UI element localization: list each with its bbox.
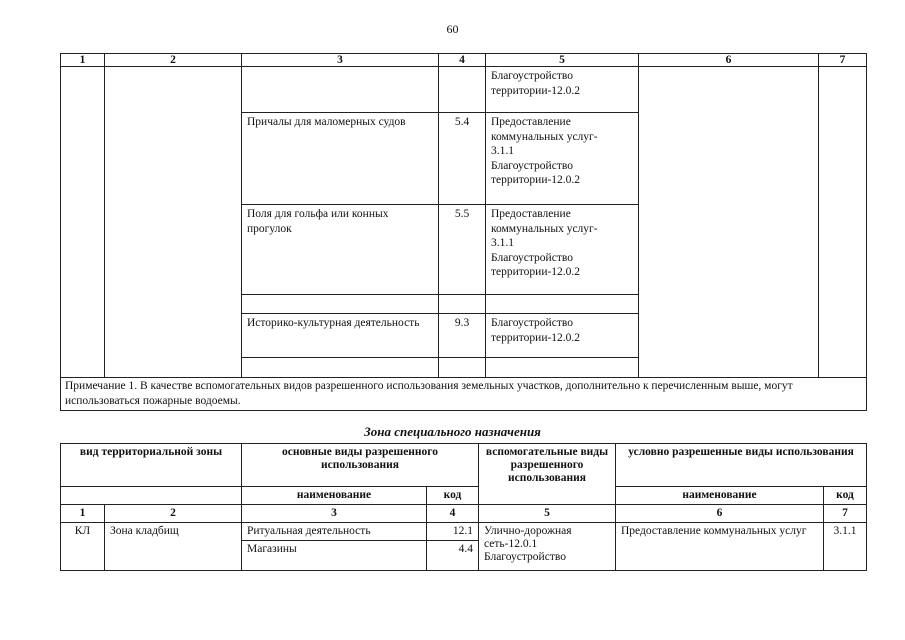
- column-number-row: [61, 54, 867, 67]
- empty-cell: [439, 295, 486, 314]
- col-number: 5: [479, 505, 616, 523]
- empty-cell: [61, 487, 242, 505]
- aux-line: Благоустройство: [491, 159, 573, 172]
- note-row: [61, 378, 867, 411]
- empty-cell: [486, 295, 639, 314]
- use-name: [242, 67, 439, 113]
- empty-cell: [242, 295, 439, 314]
- empty-cell: [105, 67, 242, 378]
- note-text: Примечание 1. В качестве вспомогательных видов разрешенного использования земельных участков, дополнительно к перечисленным выше, могут использоваться пожарные водоемы.: [61, 378, 867, 411]
- empty-cell: [639, 67, 819, 378]
- cond-use-name: Предоставление коммунальных услуг: [616, 523, 824, 571]
- col-number: 7: [819, 54, 867, 67]
- col-number: 3: [242, 505, 427, 523]
- col-number: 2: [105, 54, 242, 67]
- header-row: [61, 444, 867, 487]
- col-number: 1: [61, 505, 105, 523]
- table-row: [61, 523, 867, 541]
- aux-line: Улично-дорожная: [484, 525, 572, 537]
- table-row: [61, 67, 867, 113]
- aux-line: сеть-12.0.1: [484, 538, 538, 550]
- aux-line: 3.1.1: [491, 145, 514, 157]
- land-use-table-continued: [60, 53, 867, 411]
- col-number: 3: [242, 54, 439, 67]
- aux-line: Благоустройство: [491, 70, 573, 82]
- main-use-name: Магазины: [242, 541, 427, 571]
- aux-line: 3.1.1: [491, 237, 514, 249]
- zone-code: КЛ: [61, 523, 105, 571]
- cond-use-code: 3.1.1: [824, 523, 867, 571]
- aux-line: территории-12.0.2: [491, 174, 581, 186]
- subheader-row: [61, 487, 867, 505]
- use-code: 9.3: [439, 314, 486, 358]
- page-number: 60: [446, 22, 459, 36]
- aux-line: Благоустройство: [484, 551, 566, 563]
- main-name-header: наименование: [242, 487, 427, 505]
- cond-code-header: код: [824, 487, 867, 505]
- aux-uses: [486, 314, 639, 358]
- use-code: [439, 67, 486, 113]
- zone-title: Зона специального назначения: [364, 424, 541, 439]
- empty-cell: [61, 67, 105, 378]
- main-uses-header: основные виды разрешенного использования: [242, 444, 479, 487]
- col-number: 6: [639, 54, 819, 67]
- col-number: 5: [486, 54, 639, 67]
- col-number: 6: [616, 505, 824, 523]
- aux-line: территории-12.0.2: [491, 84, 581, 97]
- aux-uses: [479, 523, 616, 571]
- main-use-code: 4.4: [427, 541, 479, 571]
- cond-name-header: наименование: [616, 487, 824, 505]
- special-zone-table: [60, 443, 867, 571]
- zone-name: Зона кладбищ: [105, 523, 242, 571]
- cond-uses-header: условно разрешенные виды использования: [616, 444, 867, 487]
- aux-line: Предоставление: [491, 116, 571, 128]
- aux-line: Благоустройство: [491, 251, 573, 264]
- column-number-row: [61, 505, 867, 523]
- use-name: Поля для гольфа или конных прогулок: [242, 205, 439, 295]
- col-number: 1: [61, 54, 105, 67]
- aux-line: коммунальных услуг-: [491, 222, 598, 235]
- aux-line: Предоставление: [491, 208, 571, 220]
- aux-uses: [486, 113, 639, 205]
- main-use-name: Ритуальная деятельность: [242, 523, 427, 541]
- empty-cell: [439, 358, 486, 378]
- aux-uses: [486, 67, 639, 113]
- col-number: 2: [105, 505, 242, 523]
- use-name: Причалы для маломерных судов: [242, 113, 439, 205]
- use-code: 5.5: [439, 205, 486, 295]
- main-use-code: 12.1: [427, 523, 479, 541]
- col-number: 4: [427, 505, 479, 523]
- aux-uses: [486, 205, 639, 295]
- use-code: 5.4: [439, 113, 486, 205]
- aux-line: коммунальных услуг-: [491, 130, 598, 143]
- col-number: 7: [824, 505, 867, 523]
- empty-cell: [486, 358, 639, 378]
- col-number: 4: [439, 54, 486, 67]
- aux-line: территории-12.0.2: [491, 266, 581, 278]
- empty-cell: [819, 67, 867, 378]
- aux-line: Благоустройство: [491, 317, 573, 329]
- aux-uses-header: вспомогательные виды разрешенного использования: [479, 444, 616, 505]
- main-code-header: код: [427, 487, 479, 505]
- zone-type-header: вид территориальной зоны: [61, 444, 242, 487]
- use-name: Историко-культурная деятельность: [242, 314, 439, 358]
- empty-cell: [242, 358, 439, 378]
- aux-line: территории-12.0.2: [491, 331, 581, 344]
